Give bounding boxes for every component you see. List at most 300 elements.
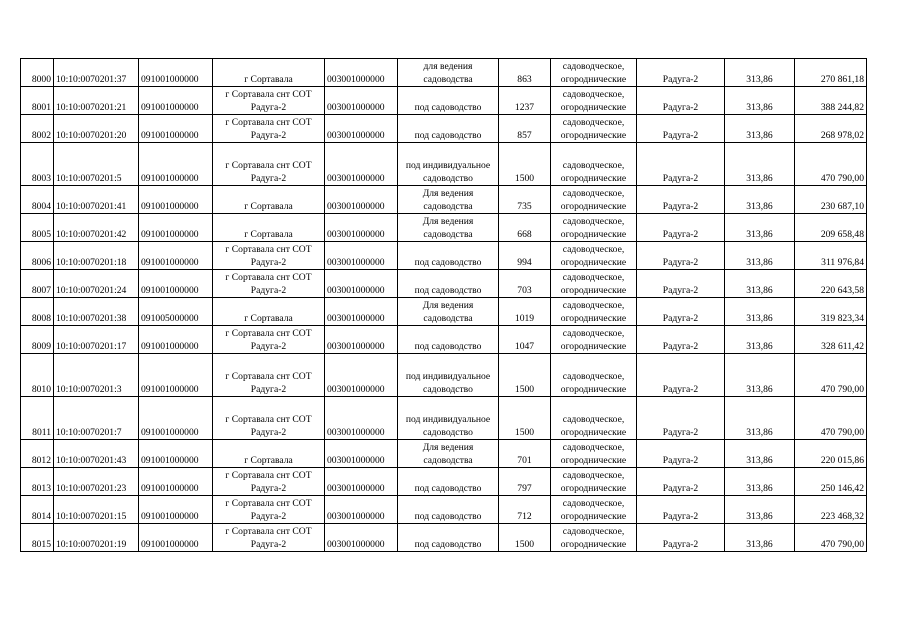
- specific-rate-text: 313,86: [746, 454, 773, 466]
- cadastral-value-cell: [795, 186, 867, 214]
- specific-rate-text: 313,86: [746, 200, 773, 212]
- land-category-text: огороднические: [560, 172, 627, 184]
- permitted-use-text: для ведения: [423, 61, 473, 72]
- cadastral-value-text: 470 790,00: [820, 538, 864, 550]
- okato-code-text: 091001000000: [141, 538, 199, 550]
- zone-text: Радуга-2: [662, 510, 699, 522]
- code-cell: [325, 354, 398, 397]
- okato-code-cell: [139, 298, 213, 326]
- cadastral-number-text: 10:10:0070201:21: [56, 101, 127, 113]
- specific-rate-cell: [725, 496, 795, 524]
- permitted-use-text: Для ведения: [422, 300, 474, 311]
- cadastral-number-cell: [54, 242, 139, 270]
- specific-rate-cell: [725, 214, 795, 242]
- okato-code-cell: [139, 242, 213, 270]
- permitted-use-text: под садоводство: [414, 538, 482, 550]
- row-number-cell: [21, 115, 54, 143]
- cadastral-number-text: 10:10:0070201:37: [56, 73, 127, 85]
- area-text: 668: [517, 228, 532, 240]
- okato-code-cell: [139, 468, 213, 496]
- permitted-use-text: садоводство: [423, 426, 473, 438]
- cadastral-value-cell: [795, 524, 867, 552]
- okato-code-text: 091001000000: [141, 383, 199, 395]
- land-category-cell: [551, 397, 637, 440]
- permitted-use-text: под садоводство: [414, 510, 482, 522]
- code-cell: [325, 397, 398, 440]
- zone-text: Радуга-2: [662, 200, 699, 212]
- code-cell: [325, 326, 398, 354]
- code-cell: [325, 270, 398, 298]
- cadastral-value-text: 470 790,00: [820, 426, 864, 438]
- specific-rate-text: 313,86: [746, 482, 773, 494]
- location-cell: [213, 143, 325, 186]
- land-category-cell: [551, 115, 637, 143]
- zone-cell: [637, 270, 725, 298]
- zone-text: Радуга-2: [662, 312, 699, 324]
- cadastral-value-cell: [795, 440, 867, 468]
- location-cell: [213, 242, 325, 270]
- okato-code-text: 091001000000: [141, 73, 199, 85]
- location-cell: [213, 524, 325, 552]
- area-cell: [499, 326, 551, 354]
- cadastral-value-text: 250 146,42: [820, 482, 864, 494]
- zone-text: Радуга-2: [662, 129, 699, 141]
- specific-rate-cell: [725, 397, 795, 440]
- row-number-text: 8001: [31, 101, 51, 113]
- specific-rate-text: 313,86: [746, 538, 773, 550]
- row-number-text: 8013: [31, 482, 51, 494]
- cadastral-number-text: 10:10:0070201:41: [56, 200, 127, 212]
- permitted-use-text: Для ведения: [422, 188, 474, 199]
- cadastral-value-text: 230 687,10: [820, 200, 864, 212]
- land-category-cell: [551, 87, 637, 115]
- specific-rate-text: 313,86: [746, 129, 773, 141]
- area-cell: [499, 524, 551, 552]
- table-row: [21, 326, 867, 354]
- row-number-cell: [21, 87, 54, 115]
- okato-code-cell: [139, 397, 213, 440]
- location-text: г Сортавала: [244, 228, 293, 240]
- specific-rate-text: 313,86: [746, 510, 773, 522]
- okato-code-cell: [139, 496, 213, 524]
- cadastral-number-text: 10:10:0070201:43: [56, 454, 127, 466]
- code-cell: [325, 242, 398, 270]
- land-category-text: садоводческое,: [562, 216, 625, 227]
- land-category-cell: [551, 214, 637, 242]
- permitted-use-text: под индивидуальное: [405, 371, 491, 382]
- cadastral-number-cell: [54, 186, 139, 214]
- land-category-text: огороднические: [560, 538, 627, 550]
- cadastral-number-cell: [54, 440, 139, 468]
- cadastral-value-cell: [795, 115, 867, 143]
- code-text: 003001000000: [327, 256, 385, 268]
- area-cell: [499, 496, 551, 524]
- code-cell: [325, 186, 398, 214]
- cadastral-value-text: 220 015,86: [820, 454, 864, 466]
- cadastral-value-cell: [795, 143, 867, 186]
- location-cell: [213, 214, 325, 242]
- cadastral-number-cell: [54, 397, 139, 440]
- cadastral-value-cell: [795, 242, 867, 270]
- cadastral-number-cell: [54, 524, 139, 552]
- specific-rate-cell: [725, 270, 795, 298]
- zone-text: Радуга-2: [662, 538, 699, 550]
- land-category-text: огороднические: [560, 73, 627, 85]
- code-text: 003001000000: [327, 383, 385, 395]
- code-text: 003001000000: [327, 228, 385, 240]
- row-number-text: 8002: [31, 129, 51, 141]
- okato-code-cell: [139, 87, 213, 115]
- row-number-text: 8011: [32, 426, 51, 438]
- location-text: г Сортавала: [244, 312, 293, 324]
- cadastral-number-text: 10:10:0070201:38: [56, 312, 127, 324]
- area-text: 1047: [514, 340, 535, 352]
- zone-text: Радуга-2: [662, 101, 699, 113]
- location-text: г Сортавала снт СОТ: [225, 470, 312, 481]
- cadastral-number-cell: [54, 143, 139, 186]
- cadastral-number-cell: [54, 115, 139, 143]
- permitted-use-text: под садоводство: [414, 256, 482, 268]
- code-text: 003001000000: [327, 426, 385, 438]
- location-text: Радуга-2: [250, 256, 287, 268]
- land-category-text: огороднические: [560, 426, 627, 438]
- land-category-cell: [551, 326, 637, 354]
- cadastral-number-text: 10:10:0070201:7: [56, 426, 122, 438]
- row-number-cell: [21, 440, 54, 468]
- specific-rate-cell: [725, 468, 795, 496]
- table-row: [21, 270, 867, 298]
- location-text: Радуга-2: [250, 129, 287, 141]
- area-cell: [499, 214, 551, 242]
- cadastral-value-cell: [795, 59, 867, 87]
- okato-code-cell: [139, 524, 213, 552]
- row-number-cell: [21, 496, 54, 524]
- zone-text: Радуга-2: [662, 426, 699, 438]
- cadastral-value-text: 223 468,32: [820, 510, 864, 522]
- permitted-use-cell: [398, 186, 499, 214]
- location-cell: [213, 354, 325, 397]
- land-category-text: садоводческое,: [562, 300, 625, 311]
- cadastral-number-text: 10:10:0070201:5: [56, 172, 122, 184]
- area-text: 1500: [514, 383, 535, 395]
- table-row: [21, 354, 867, 397]
- location-text: Радуга-2: [250, 538, 287, 550]
- row-number-cell: [21, 59, 54, 87]
- code-text: 003001000000: [327, 312, 385, 324]
- row-number-cell: [21, 242, 54, 270]
- okato-code-cell: [139, 186, 213, 214]
- zone-cell: [637, 524, 725, 552]
- zone-cell: [637, 242, 725, 270]
- cadastral-value-text: 470 790,00: [820, 172, 864, 184]
- area-cell: [499, 397, 551, 440]
- location-text: Радуга-2: [250, 426, 287, 438]
- okato-code-cell: [139, 270, 213, 298]
- location-cell: [213, 397, 325, 440]
- area-cell: [499, 143, 551, 186]
- land-category-text: огороднические: [560, 228, 627, 240]
- land-category-text: огороднические: [560, 129, 627, 141]
- area-text: 1500: [514, 538, 535, 550]
- land-category-text: огороднические: [560, 454, 627, 466]
- cadastral-value-text: 270 861,18: [820, 73, 864, 85]
- land-category-cell: [551, 59, 637, 87]
- area-cell: [499, 270, 551, 298]
- row-number-text: 8012: [31, 454, 51, 466]
- area-text: 735: [517, 200, 532, 212]
- cadastral-value-cell: [795, 298, 867, 326]
- zone-text: Радуга-2: [662, 172, 699, 184]
- location-text: Радуга-2: [250, 340, 287, 352]
- location-cell: [213, 440, 325, 468]
- okato-code-cell: [139, 354, 213, 397]
- code-text: 003001000000: [327, 538, 385, 550]
- cadastral-number-text: 10:10:0070201:20: [56, 129, 127, 141]
- okato-code-cell: [139, 214, 213, 242]
- land-category-text: садоводческое,: [562, 61, 625, 72]
- cadastral-number-cell: [54, 354, 139, 397]
- table-row: [21, 214, 867, 242]
- specific-rate-text: 313,86: [746, 383, 773, 395]
- cadastral-value-cell: [795, 468, 867, 496]
- location-cell: [213, 468, 325, 496]
- okato-code-text: 091005000000: [141, 312, 199, 324]
- location-cell: [213, 59, 325, 87]
- land-category-cell: [551, 242, 637, 270]
- cadastral-value-text: 470 790,00: [820, 383, 864, 395]
- cadastral-number-text: 10:10:0070201:24: [56, 284, 127, 296]
- permitted-use-cell: [398, 397, 499, 440]
- location-text: г Сортавала снт СОТ: [225, 89, 312, 100]
- location-text: Радуга-2: [250, 383, 287, 395]
- area-text: 797: [517, 482, 532, 494]
- row-number-text: 8009: [31, 340, 51, 352]
- zone-cell: [637, 115, 725, 143]
- cadastral-value-cell: [795, 397, 867, 440]
- table-row: [21, 468, 867, 496]
- zone-text: Радуга-2: [662, 284, 699, 296]
- location-cell: [213, 186, 325, 214]
- cadastral-value-cell: [795, 496, 867, 524]
- specific-rate-text: 313,86: [746, 73, 773, 85]
- cadastral-number-text: 10:10:0070201:3: [56, 383, 122, 395]
- okato-code-cell: [139, 143, 213, 186]
- area-cell: [499, 440, 551, 468]
- table-row: [21, 298, 867, 326]
- area-text: 1019: [514, 312, 535, 324]
- okato-code-text: 091001000000: [141, 129, 199, 141]
- land-category-text: садоводческое,: [562, 442, 625, 453]
- area-text: 703: [517, 284, 532, 296]
- code-text: 003001000000: [327, 73, 385, 85]
- specific-rate-cell: [725, 524, 795, 552]
- area-cell: [499, 59, 551, 87]
- location-text: г Сортавала снт СОТ: [225, 328, 312, 339]
- cadastral-value-text: 268 978,02: [820, 129, 864, 141]
- cadastral-value-cell: [795, 87, 867, 115]
- permitted-use-cell: [398, 496, 499, 524]
- land-category-text: садоводческое,: [562, 89, 625, 100]
- land-category-text: садоводческое,: [562, 244, 625, 255]
- code-cell: [325, 214, 398, 242]
- land-category-text: огороднические: [560, 312, 627, 324]
- cadastral-value-text: 220 643,58: [820, 284, 864, 296]
- row-number-text: 8014: [31, 510, 51, 522]
- zone-text: Радуга-2: [662, 228, 699, 240]
- specific-rate-cell: [725, 440, 795, 468]
- permitted-use-text: Для ведения: [422, 442, 474, 453]
- cadastral-number-cell: [54, 59, 139, 87]
- okato-code-cell: [139, 59, 213, 87]
- cadastral-number-text: 10:10:0070201:17: [56, 340, 127, 352]
- okato-code-text: 091001000000: [141, 482, 199, 494]
- table-row: [21, 397, 867, 440]
- permitted-use-text: под садоводство: [414, 101, 482, 113]
- location-text: г Сортавала снт СОТ: [225, 498, 312, 509]
- row-number-text: 8006: [31, 256, 51, 268]
- land-category-text: садоводческое,: [562, 470, 625, 481]
- specific-rate-cell: [725, 354, 795, 397]
- cadastral-number-cell: [54, 87, 139, 115]
- land-category-cell: [551, 468, 637, 496]
- okato-code-text: 091001000000: [141, 172, 199, 184]
- land-category-text: огороднические: [560, 284, 627, 296]
- location-text: г Сортавала снт СОТ: [225, 526, 312, 537]
- okato-code-text: 091001000000: [141, 426, 199, 438]
- permitted-use-cell: [398, 214, 499, 242]
- specific-rate-cell: [725, 115, 795, 143]
- permitted-use-text: под садоводство: [414, 482, 482, 494]
- area-cell: [499, 298, 551, 326]
- land-category-text: садоводческое,: [562, 188, 625, 199]
- permitted-use-text: под садоводство: [414, 340, 482, 352]
- code-text: 003001000000: [327, 101, 385, 113]
- zone-cell: [637, 397, 725, 440]
- cadastral-number-text: 10:10:0070201:42: [56, 228, 127, 240]
- cadastral-value-text: 328 611,42: [821, 340, 864, 352]
- row-number-cell: [21, 186, 54, 214]
- cadastral-number-text: 10:10:0070201:23: [56, 482, 127, 494]
- area-cell: [499, 242, 551, 270]
- zone-text: Радуга-2: [662, 256, 699, 268]
- area-text: 1500: [514, 172, 535, 184]
- code-text: 003001000000: [327, 129, 385, 141]
- location-cell: [213, 496, 325, 524]
- cadastral-value-text: 311 976,84: [821, 256, 864, 268]
- land-category-cell: [551, 143, 637, 186]
- zone-cell: [637, 143, 725, 186]
- specific-rate-text: 313,86: [746, 284, 773, 296]
- location-cell: [213, 87, 325, 115]
- cadastral-value-cell: [795, 214, 867, 242]
- row-number-text: 8003: [31, 172, 51, 184]
- specific-rate-text: 313,86: [746, 256, 773, 268]
- zone-cell: [637, 354, 725, 397]
- area-cell: [499, 468, 551, 496]
- land-category-text: огороднические: [560, 510, 627, 522]
- zone-text: Радуга-2: [662, 383, 699, 395]
- land-category-text: садоводческое,: [562, 498, 625, 509]
- row-number-cell: [21, 354, 54, 397]
- table-row: [21, 87, 867, 115]
- code-text: 003001000000: [327, 200, 385, 212]
- specific-rate-text: 313,86: [746, 228, 773, 240]
- okato-code-text: 091001000000: [141, 510, 199, 522]
- specific-rate-text: 313,86: [746, 340, 773, 352]
- specific-rate-text: 313,86: [746, 426, 773, 438]
- row-number-cell: [21, 524, 54, 552]
- land-category-text: огороднические: [560, 101, 627, 113]
- row-number-cell: [21, 298, 54, 326]
- location-text: г Сортавала снт СОТ: [225, 244, 312, 255]
- specific-rate-cell: [725, 59, 795, 87]
- permitted-use-text: садоводства: [423, 454, 473, 466]
- row-number-text: 8015: [31, 538, 51, 550]
- okato-code-cell: [139, 115, 213, 143]
- location-text: г Сортавала: [244, 200, 293, 212]
- location-text: г Сортавала: [244, 73, 293, 85]
- row-number-cell: [21, 397, 54, 440]
- code-cell: [325, 87, 398, 115]
- area-text: 701: [517, 454, 532, 466]
- permitted-use-cell: [398, 354, 499, 397]
- cadastral-value-text: 388 244,82: [820, 101, 864, 113]
- permitted-use-text: под садоводство: [414, 284, 482, 296]
- zone-cell: [637, 496, 725, 524]
- permitted-use-cell: [398, 143, 499, 186]
- permitted-use-text: садоводство: [423, 172, 473, 184]
- land-category-cell: [551, 186, 637, 214]
- code-cell: [325, 496, 398, 524]
- permitted-use-text: под индивидуальное: [405, 414, 491, 425]
- permitted-use-cell: [398, 270, 499, 298]
- area-text: 1500: [514, 426, 535, 438]
- location-cell: [213, 298, 325, 326]
- cadastral-number-text: 10:10:0070201:19: [56, 538, 127, 550]
- cadastral-value-text: 319 823,34: [820, 312, 864, 324]
- cadastral-number-cell: [54, 326, 139, 354]
- row-number-cell: [21, 326, 54, 354]
- code-cell: [325, 298, 398, 326]
- land-category-text: садоводческое,: [562, 328, 625, 339]
- row-number-text: 8007: [31, 284, 51, 296]
- location-text: г Сортавала снт СОТ: [225, 371, 312, 382]
- location-text: г Сортавала снт СОТ: [225, 272, 312, 283]
- zone-cell: [637, 186, 725, 214]
- permitted-use-cell: [398, 87, 499, 115]
- row-number-cell: [21, 214, 54, 242]
- area-text: 994: [517, 256, 532, 268]
- table-row: [21, 496, 867, 524]
- location-text: Радуга-2: [250, 284, 287, 296]
- land-category-text: садоводческое,: [562, 414, 625, 425]
- table-body: [21, 59, 867, 552]
- zone-text: Радуга-2: [662, 340, 699, 352]
- location-text: Радуга-2: [250, 101, 287, 113]
- area-cell: [499, 115, 551, 143]
- okato-code-text: 091001000000: [141, 101, 199, 113]
- area-cell: [499, 354, 551, 397]
- table-row: [21, 440, 867, 468]
- location-text: Радуга-2: [250, 510, 287, 522]
- land-category-text: садоводческое,: [562, 272, 625, 283]
- okato-code-cell: [139, 326, 213, 354]
- location-text: г Сортавала снт СОТ: [225, 117, 312, 128]
- code-text: 003001000000: [327, 510, 385, 522]
- land-category-cell: [551, 354, 637, 397]
- land-category-text: садоводческое,: [562, 526, 625, 537]
- area-text: 1237: [514, 101, 535, 113]
